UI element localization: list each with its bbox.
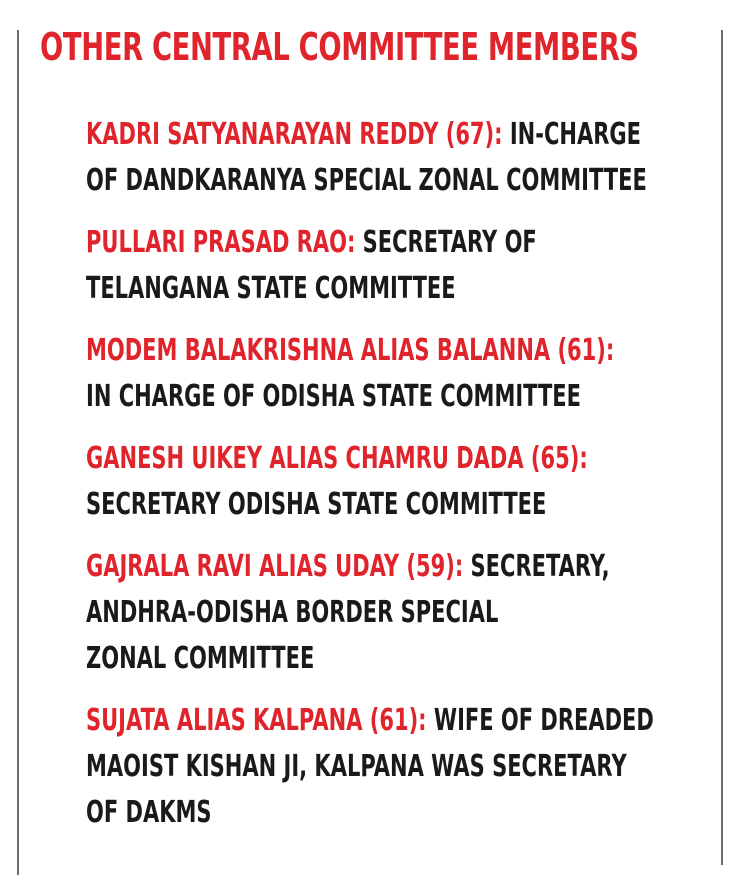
member-entry	[86, 112, 702, 204]
member-entry	[86, 436, 702, 528]
member-entry	[86, 544, 702, 682]
member-role: SECRETARY OF	[355, 225, 537, 260]
member-role-continued: SECRETARY ODISHA STATE COMMITTEE	[86, 487, 547, 522]
member-role-continued: MAOIST KISHAN JI, KALPANA WAS SECRETARY	[86, 749, 627, 784]
member-role-continued: ANDHRA-ODISHA BORDER SPECIAL	[86, 595, 499, 630]
member-name: GAJRALA RAVI ALIAS UDAY (59):	[86, 549, 464, 584]
left-rule	[17, 30, 19, 875]
member-entry	[86, 698, 702, 836]
member-role: SECRETARY,	[463, 549, 610, 584]
member-line-1	[86, 112, 702, 158]
member-role-continued: OF DANDKARANYA SPECIAL ZONAL COMMITTEE	[86, 163, 647, 198]
member-role-continued: IN CHARGE OF ODISHA STATE COMMITTEE	[86, 379, 581, 414]
member-list	[86, 112, 706, 852]
member-name: KADRI SATYANARAYAN REDDY (67):	[86, 117, 503, 152]
member-line-1	[86, 220, 702, 266]
member-entry	[86, 328, 702, 420]
member-name: PULLARI PRASAD RAO:	[86, 225, 356, 260]
member-role-continued: TELANGANA STATE COMMITTEE	[86, 271, 456, 306]
member-role-continued: ZONAL COMMITTEE	[86, 641, 315, 676]
member-name: SUJATA ALIAS KALPANA (61):	[86, 703, 427, 738]
member-line-1	[86, 698, 702, 744]
member-name: GANESH UIKEY ALIAS CHAMRU DADA (65):	[86, 441, 588, 476]
right-rule	[721, 30, 723, 865]
member-name: MODEM BALAKRISHNA ALIAS BALANNA (61):	[86, 333, 615, 368]
member-line-1	[86, 436, 702, 482]
member-entry	[86, 220, 702, 312]
member-role: IN-CHARGE	[502, 117, 641, 152]
page-title: OTHER CENTRAL COMMITTEE MEMBERS	[40, 25, 639, 69]
member-line-1	[86, 328, 702, 374]
member-role: WIFE OF DREADED	[426, 703, 654, 738]
member-line-1	[86, 544, 702, 590]
member-role-continued: OF DAKMS	[86, 795, 212, 830]
